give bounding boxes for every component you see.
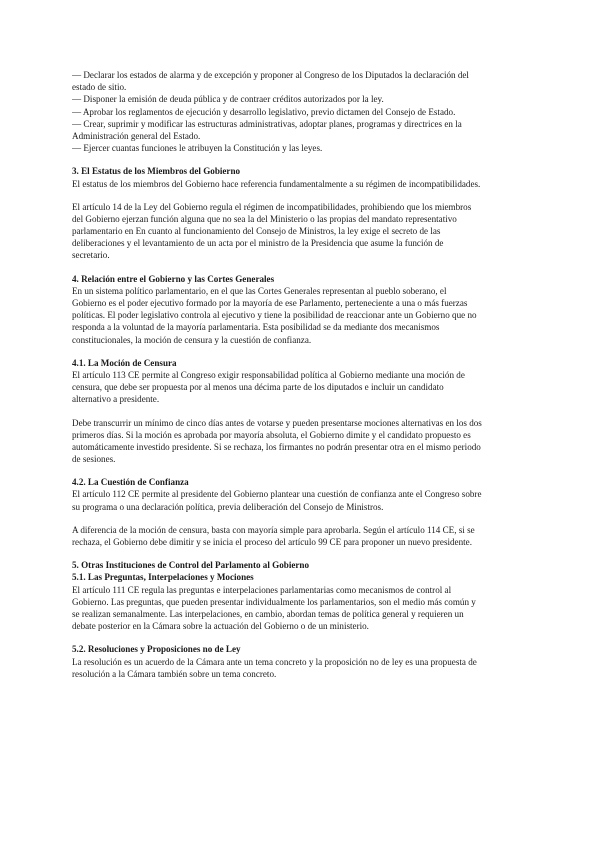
paragraph-line: Gobierno. Las preguntas, que pueden presentar individualmente los parlamentarios, son el medio más común y bbox=[72, 596, 476, 607]
section-heading: 4.1. La Moción de Censura bbox=[72, 357, 177, 368]
paragraph-line: El artículo 113 CE permite al Congreso exigir responsabilidad política al Gobierno mediante una moción de bbox=[72, 369, 465, 380]
paragraph-line: su programa o una declaración política, previa deliberación del Consejo de Ministros. bbox=[72, 501, 384, 512]
section-heading: 5. Otras Instituciones de Control del Parlamento al Gobierno bbox=[72, 560, 310, 571]
section-4-1 bbox=[72, 357, 530, 466]
paragraph-line: resolución a la Cámara también sobre un tema concreto. bbox=[72, 668, 277, 679]
paragraph-line: El estatus de los miembros del Gobierno hace referencia fundamentalmente a su régimen de incompatibilidades. bbox=[72, 178, 481, 189]
paragraph-line: políticas. El poder legislativo controla al ejecutivo y tiene la posibilidad de reaccionar ante un Gobierno que no bbox=[72, 310, 477, 321]
paragraph-line: se realizan semanalmente. Las interpelaciones, en cambio, abordan temas de política general y requieren un bbox=[72, 608, 464, 619]
paragraph-line: debate posterior en la Cámara sobre la actuación del Gobierno o de un ministerio. bbox=[72, 621, 369, 632]
paragraph-line: El artículo 14 de la Ley del Gobierno regula el régimen de incompatibilidades, prohibiendo que los miembros bbox=[72, 201, 472, 212]
paragraph-line: primeros días. Si la moción es aprobada por mayoría absoluta, el Gobierno dimite y el candidato propuesto es bbox=[72, 429, 471, 440]
section-heading: 3. El Estatus de los Miembros del Gobierno bbox=[72, 166, 241, 177]
paragraph-line: El artículo 111 CE regula las preguntas e interpelaciones parlamentarias como mecanismos de control al bbox=[72, 584, 452, 595]
paragraph-line: constitucionales, la moción de censura y la cuestión de confianza. bbox=[72, 334, 312, 345]
paragraph-line: automáticamente investido presidente. Si se rechaza, los firmantes no podrán presentar otra en el mismo periodo bbox=[72, 441, 481, 452]
paragraph-line: rechaza, el Gobierno debe dimitir y se inicia el proceso del artículo 99 CE para proponer un nuevo presidente. bbox=[72, 537, 472, 547]
paragraph-line: En un sistema político parlamentario, en el que las Cortes Generales representan al pueblo soberano, el bbox=[72, 285, 447, 296]
functions-list bbox=[72, 69, 530, 154]
list-item: — Crear, suprimir y modificar las estructuras administrativas, adoptar planes, programas y directrices en la bbox=[72, 118, 462, 129]
paragraph-line: deliberaciones y el levantamiento de un acta por el ministro de la Presidencia que asume la función de bbox=[72, 238, 444, 249]
section-heading: 5.2. Resoluciones y Proposiciones no de Ley bbox=[72, 644, 241, 655]
section-5-2 bbox=[72, 643, 530, 680]
paragraph-line: responda a la voluntad de la mayoría parlamentaria. Esta posibilidad se da mediante dos mecanismos bbox=[72, 322, 440, 333]
list-item: Administración general del Estado. bbox=[72, 130, 201, 141]
document-page bbox=[72, 69, 530, 680]
section-heading: 4.2. La Cuestión de Confianza bbox=[72, 477, 189, 488]
section-3 bbox=[72, 165, 530, 261]
paragraph-line: del Gobierno ejerzan función alguna que no sea la del Ministerio o las propias del mandato representativo bbox=[72, 213, 457, 224]
list-item: — Declarar los estados de alarma y de excepción y proponer al Congreso de los Diputados la declaración del bbox=[72, 70, 469, 80]
paragraph-line: Gobierno es el poder ejecutivo formado por la mayoría de ese Parlamento, perteneciente a una o más fuerzas bbox=[72, 298, 468, 308]
paragraph-line: La resolución es un acuerdo de la Cámara ante un tema concreto y la proposición no de ley es una propuesta de bbox=[72, 656, 477, 667]
list-item: estado de sitio. bbox=[72, 82, 127, 93]
section-4 bbox=[72, 273, 530, 346]
subsection-heading: 5.1. Las Preguntas, Interpelaciones y Mociones bbox=[72, 572, 254, 583]
section-heading: 4. Relación entre el Gobierno y las Cortes Generales bbox=[72, 273, 275, 284]
paragraph-line: secretario. bbox=[72, 250, 110, 261]
list-item: — Disponer la emisión de deuda pública y de contraer créditos autorizados por la ley. bbox=[72, 94, 384, 105]
paragraph-line: Debe transcurrir un mínimo de cinco días antes de votarse y pueden presentarse mociones alternativas en los dos bbox=[72, 417, 482, 428]
section-5 bbox=[72, 559, 530, 632]
section-4-2 bbox=[72, 476, 530, 548]
list-item: — Ejercer cuantas funciones le atribuyen la Constitución y las leyes. bbox=[72, 143, 323, 154]
paragraph-line: El artículo 112 CE permite al presidente del Gobierno plantear una cuestión de confianza ante el Congreso sobre bbox=[72, 489, 482, 500]
paragraph-line: de sesiones. bbox=[72, 454, 116, 465]
list-item: — Aprobar los reglamentos de ejecución y desarrollo legislativo, previo dictamen del Consejo de Estado. bbox=[72, 106, 456, 117]
paragraph-line: censura, que debe ser propuesta por al menos una décima parte de los diputados e incluir un candidato bbox=[72, 382, 444, 393]
paragraph-line: parlamentario en En cuanto al funcionamiento del Consejo de Ministros, la ley exige el secreto de las bbox=[72, 226, 441, 237]
paragraph-line: A diferencia de la moción de censura, basta con mayoría simple para aprobarla. Según el artículo 114 CE, si se bbox=[72, 524, 475, 535]
paragraph-line: alternativo a presidente. bbox=[72, 394, 160, 405]
